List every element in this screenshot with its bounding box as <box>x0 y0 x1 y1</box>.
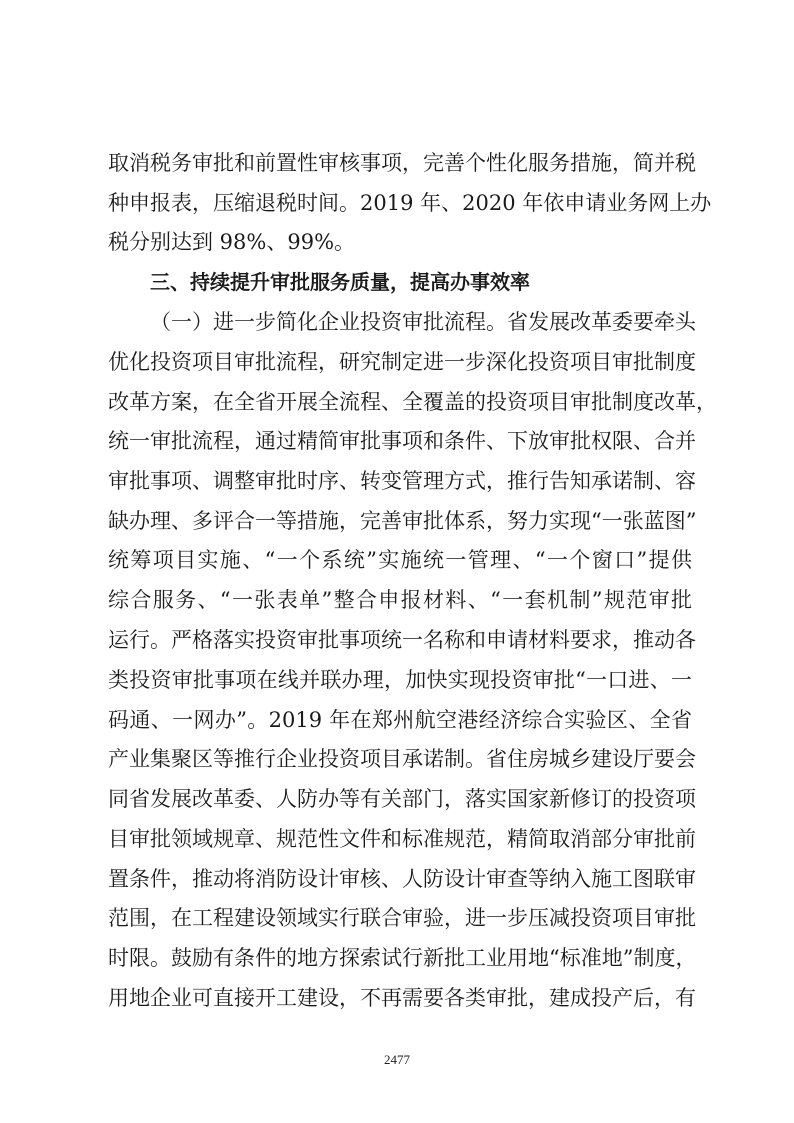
body-text-line: 统一审批流程，通过精简审批事项和条件、下放审批权限、合并 <box>108 429 696 453</box>
body-text-line: 范围，在工程建设领域实行联合审验，进一步压减投资项目审批 <box>108 906 696 930</box>
body-text-line: 种申报表，压缩退税时间。2019 年、2020 年依申请业务网上办 <box>108 191 712 215</box>
body-text-line: 用地企业可直接开工建设，不再需要各类审批，建成投产后，有 <box>108 986 696 1010</box>
page-number: 2477 <box>384 1052 410 1067</box>
body-text-line: 类投资审批事项在线并联办理，加快实现投资审批“一口进、一 <box>108 668 692 692</box>
body-text-line: 同省发展改革委、人防办等有关部门，落实国家新修订的投资项 <box>108 787 696 811</box>
body-text-line: 改革方案，在全省开展全流程、全覆盖的投资项目审批制度改革， <box>108 390 717 414</box>
body-text-line: 优化投资项目审批流程，研究制定进一步深化投资项目审批制度 <box>108 350 696 374</box>
body-text-line: 产业集聚区等推行企业投资项目承诺制。省住房城乡建设厅要会 <box>108 747 696 771</box>
body-text-line: 码通、一网办”。2019 年在郑州航空港经济综合实验区、全省 <box>108 708 692 732</box>
body-text-line: 时限。鼓励有条件的地方探索试行新批工业用地“标准地”制度， <box>108 946 697 970</box>
body-text-line: 置条件，推动将消防设计审核、人防设计审查等纳入施工图联审 <box>108 867 696 891</box>
section-heading: 三、持续提升审批服务质量，提高办事效率 <box>150 270 530 294</box>
body-text-line: 运行。严格落实投资审批事项统一名称和申请材料要求，推动各 <box>108 628 696 652</box>
body-text-line: 综合服务、“一张表单”整合申报材料、“一套机制”规范审批 <box>108 588 692 612</box>
body-text-line: 目审批领域规章、规范性文件和标准规范，精简取消部分审批前 <box>108 827 696 851</box>
body-text-line: 税分别达到 98%、99%。 <box>108 230 356 254</box>
body-text-line: 统筹项目实施、“一个系统”实施统一管理、“一个窗口”提供 <box>108 548 692 572</box>
body-text-line: 审批事项、调整审批时序、转变管理方式，推行告知承诺制、容 <box>108 469 696 493</box>
body-text-line: 取消税务审批和前置性审核事项，完善个性化服务措施，简并税 <box>108 151 696 175</box>
body-text-line: 缺办理、多评合一等措施，完善审批体系，努力实现“一张蓝图” <box>108 509 697 533</box>
paragraph-first-line: （一）进一步简化企业投资审批流程。省发展改革委要牵头 <box>150 310 696 334</box>
